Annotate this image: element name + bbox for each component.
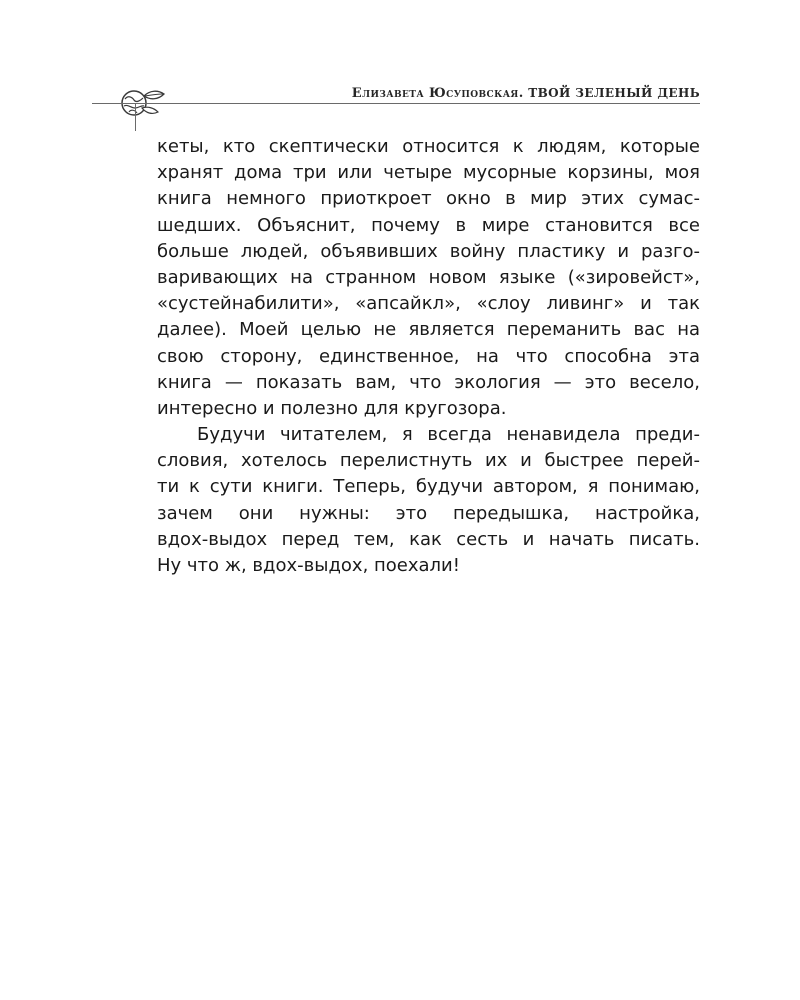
text-line: далее). Моей целью не является переманить вас на: [157, 319, 700, 341]
paragraph-1: [157, 134, 700, 422]
body-text: [157, 134, 700, 579]
header-rule-tick: [135, 103, 136, 131]
text-line: Ну что ж, вдох-выдох, поехали!: [157, 555, 460, 576]
text-line: свою сторону, единственное, на что способна эта: [157, 345, 700, 367]
text-line: интересно и полезно для кругозора.: [157, 397, 507, 419]
text-line: словия, хотелось перелистнуть их и быстрее перей-: [157, 450, 700, 472]
text-line: «сустейнабилити», «апсайкл», «слоу ливинг» и так: [157, 293, 700, 315]
text-line: хранят дома три или четыре мусорные корзины, моя: [157, 162, 700, 184]
paragraph-2: [157, 422, 700, 579]
header-rule: [92, 103, 700, 104]
running-head-title: ТВОЙ ЗЕЛЕНЫЙ ДЕНЬ: [528, 86, 700, 100]
text-line: варивающих на странном новом языке («зировейст»,: [157, 266, 700, 288]
text-line: шедших. Объяснит, почему в мире становится все: [157, 214, 700, 236]
running-head: [352, 86, 700, 101]
text-line: ти к сути книги. Теперь, будучи автором, я понимаю,: [157, 476, 700, 498]
text-line: больше людей, объявивших войну пластику и разго-: [157, 240, 700, 262]
text-line: зачем они нужны: это передышка, настройка,: [157, 502, 700, 524]
text-line: книга — показать вам, что экология — это весело,: [157, 371, 700, 393]
text-line: книга немного приоткроет окно в мир этих сумас-: [157, 188, 700, 210]
running-head-author: Елизавета Юсуповская.: [351, 86, 524, 101]
leaf-globe-icon: [114, 82, 170, 122]
text-line: кеты, кто скептически относится к людям, которые: [157, 136, 700, 157]
text-line: вдох-выдох перед тем, как сесть и начать писать.: [157, 528, 700, 550]
text-line: Будучи читателем, я всегда ненавидела преди-: [197, 424, 700, 446]
